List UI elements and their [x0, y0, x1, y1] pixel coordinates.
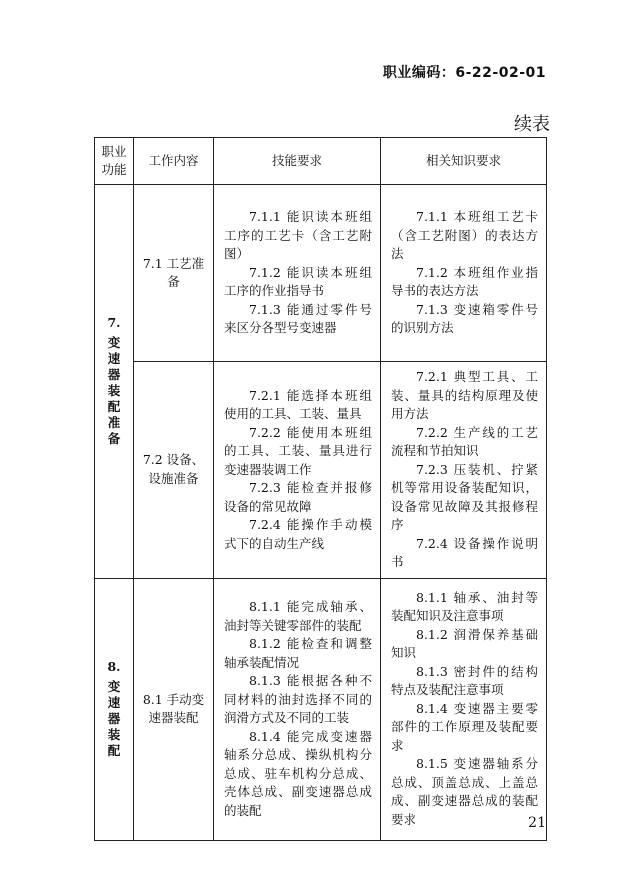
function-cell-7: [95, 185, 134, 579]
skills-table: [94, 137, 547, 841]
skill-item: 8.1.1 能完成轴承、油封等关键零部件的装配: [224, 599, 372, 633]
knowledge-item: 8.1.1 轴承、油封等装配知识及注意事项: [391, 589, 538, 624]
knowledge-item: 7.1.1 本班组工艺卡（含工艺附图）的表达方法: [391, 209, 538, 262]
skill-item: 7.1.2 能识读本班组工序的作业指导书: [224, 264, 372, 299]
table-row: [95, 185, 547, 362]
knowledge-item: 8.1.2 润滑保养基础知识: [391, 626, 538, 661]
header-content: 工作内容: [134, 138, 214, 185]
skill-item: 7.1.3 能通过零件号来区分各型号变速器: [224, 301, 372, 336]
continued-label: 续表: [514, 114, 550, 135]
page-number: 21: [528, 815, 546, 831]
skill-item: 8.1.2 能检查和调整轴承装配情况: [224, 636, 372, 670]
knowledge-8-1: [381, 578, 547, 840]
skill-item: 7.2.1 能选择本班组使用的工具、工装、量具: [224, 387, 372, 421]
knowledge-7-1: [381, 185, 547, 362]
knowledge-item: 8.1.4 变速器主要零部件的工作原理及装配要求: [391, 700, 538, 753]
knowledge-item: 8.1.3 密封件的结构特点及装配注意事项: [391, 663, 538, 698]
knowledge-item: 7.2.2 生产线的工艺流程和节拍知识: [391, 424, 538, 458]
knowledge-item: 7.2.3 压装机、拧紧机等常用设备装配知识，设备常见故障及其报修程序: [391, 461, 538, 532]
knowledge-item: 7.1.3 变速箱零件号的识别方法: [391, 301, 538, 336]
skills-8-1: [214, 578, 381, 840]
header-function: 职业功能: [95, 138, 134, 185]
skills-7-1: [214, 185, 381, 362]
work-content-7-1: 7.1 工艺准备: [134, 185, 214, 362]
header-skills: 技能要求: [214, 138, 381, 185]
knowledge-item: 7.2.4 设备操作说明书: [391, 535, 538, 569]
skill-item: 8.1.3 能根据各种不同材料的油封选择不同的润滑方式及不同的工装: [224, 673, 372, 725]
skill-item: 7.2.2 能使用本班组的工具、工装、量具进行变速器装调工作: [224, 424, 372, 477]
work-content-7-2: 7.2 设备、设施准备: [134, 362, 214, 579]
skill-item: 7.1.1 能识读本班组工序的工艺卡（含工艺附图）: [224, 209, 372, 262]
skill-item: 8.1.4 能完成变速器轴系分总成、操纵机构分总成、驻车机构分总成、壳体总成、副变速器总成的装配: [224, 728, 372, 818]
table-header-row: [95, 138, 547, 185]
skills-7-2: [214, 362, 381, 579]
function-number: 7.: [107, 315, 121, 331]
table-row: [95, 362, 547, 579]
work-content-8-1: 8.1 手动变速器装配: [134, 578, 214, 840]
skill-item: 7.2.4 能操作手动模式下的自动生产线: [224, 517, 372, 551]
knowledge-item: 7.2.1 典型工具、工装、量具的结构原理及使用方法: [391, 369, 538, 421]
function-number: 8.: [107, 659, 121, 674]
function-name: 变速器装配准备: [107, 334, 121, 446]
function-cell-8: [95, 578, 134, 840]
occupation-code: 职业编码：6-22-02-01: [382, 65, 546, 81]
table-row: [95, 578, 547, 840]
function-name: 变速器装配: [107, 678, 121, 758]
skill-item: 7.2.3 能检查并报修设备的常见故障: [224, 480, 372, 514]
knowledge-item: 8.1.5 变速器轴系分总成、顶盖总成、上盖总成、副变速器总成的装配要求: [391, 756, 538, 827]
knowledge-item: 7.1.2 本班组作业指导书的表达方法: [391, 264, 538, 299]
knowledge-7-2: [381, 362, 547, 579]
header-knowledge: 相关知识要求: [381, 138, 547, 185]
